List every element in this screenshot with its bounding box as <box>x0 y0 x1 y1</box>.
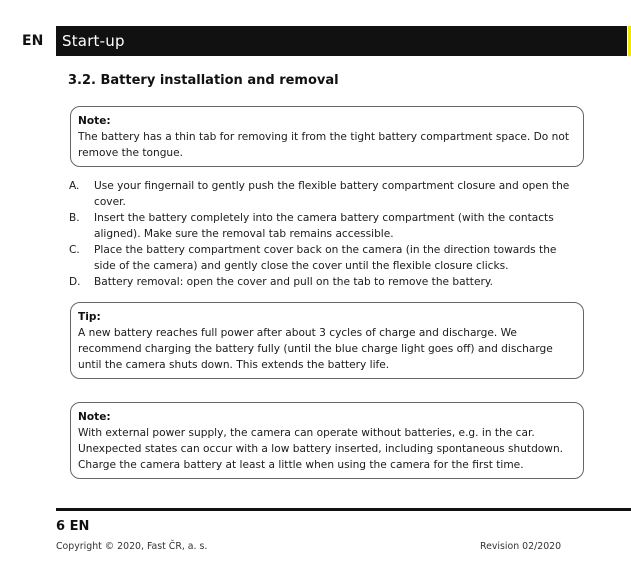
steps-list <box>68 178 574 290</box>
step-text: Insert the battery completely into the camera battery compartment (with the contacts aligned). Make sure the removal tab remains accessible. <box>94 212 554 240</box>
tip-text: A new battery reaches full power after about 3 cycles of charge and discharge. We recommend charging the battery fully (until the blue charge light goes off) and discharge until the camera shuts down. This extends the battery life. <box>78 327 553 371</box>
copyright-text: Copyright © 2020, Fast ČR, a. s. <box>56 541 208 552</box>
note-box-power <box>70 402 584 479</box>
step-text: Battery removal: open the cover and pull on the tab to remove the battery. <box>94 276 493 288</box>
note-label: Note: <box>78 411 111 423</box>
tip-box <box>70 302 584 379</box>
section-title: Start-up <box>56 26 627 56</box>
step-marker: B. <box>69 212 80 224</box>
note-box-tab <box>70 106 584 167</box>
list-item <box>68 210 574 242</box>
step-marker: D. <box>69 276 81 288</box>
step-text: Use your fingernail to gently push the flexible battery compartment closure and open the cover. <box>94 180 570 208</box>
list-item <box>68 178 574 210</box>
footer-divider <box>56 508 631 511</box>
step-marker: C. <box>69 244 80 256</box>
list-item <box>68 274 574 290</box>
page-header <box>0 26 631 56</box>
note-label: Note: <box>78 115 111 127</box>
page-title: 3.2. Battery installation and removal <box>68 73 339 88</box>
language-tag: EN <box>0 26 47 56</box>
step-text: Place the battery compartment cover back on the camera (in the direction towards the side of the camera) and gently close the cover until the flexible closure clicks. <box>94 244 557 272</box>
note-text: With external power supply, the camera can operate without batteries, e.g. in the car. Unexpected states can occur with a low battery inserted, including spontaneous shutdown. Charge the camera battery at least a little when using the camera for the first time. <box>78 427 564 471</box>
step-marker: A. <box>69 180 80 192</box>
list-item <box>68 242 574 274</box>
tip-label: Tip: <box>78 311 101 323</box>
note-text: The battery has a thin tab for removing it from the tight battery compartment space. Do not remove the tongue. <box>78 131 570 159</box>
revision-text: Revision 02/2020 <box>480 541 562 552</box>
page-number: 6 EN <box>56 519 90 534</box>
